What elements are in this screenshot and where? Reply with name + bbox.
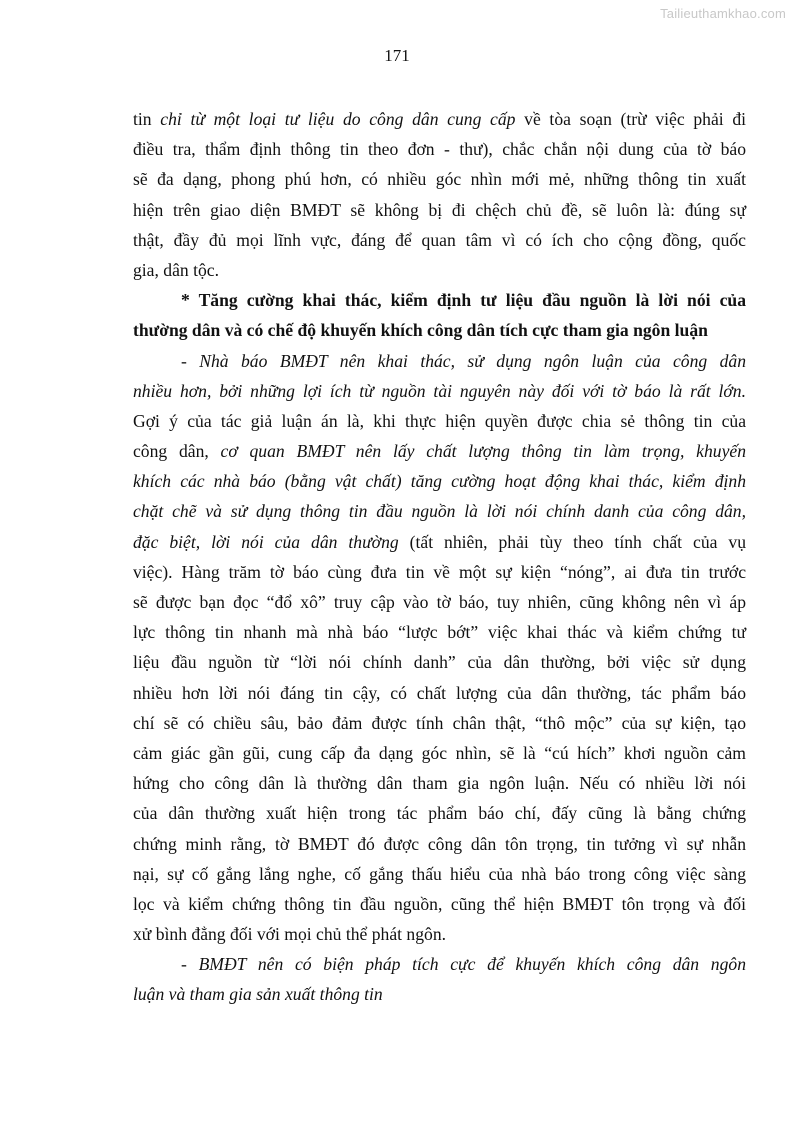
italic-text: chỉ từ một loại tư liệu do công dân cung cấp: [160, 109, 516, 129]
text-segment: chứng minh rằng, tờ BMĐT đó được công dân tôn trọng, tin tưởng vì sự nhẫn: [133, 833, 746, 854]
italic-text: khích các nhà báo (bằng vật chất) tăng cường hoạt động khai thác, kiểm định: [133, 471, 746, 492]
text-segment: hứng cho công dân là thường dân tham gia ngôn luận. Nếu có nhiều lời nói: [133, 773, 746, 794]
text-line: [133, 104, 746, 134]
text-line: [133, 647, 746, 677]
text-segment: điều tra, thẩm định thông tin theo đơn - thư), chắc chắn nội dung của tờ báo: [133, 139, 746, 160]
text-segment: việc). Hàng trăm tờ báo cùng đưa tin về một sự kiện “nóng”, ai đưa tin trước: [133, 561, 746, 582]
text-segment: về tòa soạn (trừ việc phải đi: [515, 109, 747, 129]
text-line: [133, 708, 746, 738]
text-line: [133, 829, 746, 859]
text-segment: (tất nhiên, phải tùy theo tính chất của vụ: [398, 531, 747, 552]
text-line: [133, 496, 746, 526]
text-segment: Gợi ý của tác giả luận án là, khi thực hiện quyền được chia sẻ thông tin của: [133, 410, 746, 431]
text-segment: hiện trên giao diện BMĐT sẽ không bị đi chệch chủ đề, sẽ luôn là: đúng sự: [133, 199, 746, 220]
text-line: [133, 557, 746, 587]
text-segment: gia, dân tộc.: [133, 259, 219, 280]
text-segment: tin: [133, 109, 161, 129]
text-line: [133, 376, 746, 406]
text-line: [133, 406, 746, 436]
section-heading-line: [133, 285, 746, 315]
watermark: Tailieuthamkhao.com: [660, 6, 786, 21]
text-line: [133, 889, 746, 919]
text-line: [133, 134, 746, 164]
text-line: [133, 678, 746, 708]
text-segment: thường dân và có chế độ khuyến khích công dân tích cực tham gia ngôn luận: [133, 320, 708, 341]
italic-text: nhiều hơn, bởi những lợi ích từ nguồn tài nguyên này đối với tờ báo là rất lớn.: [133, 380, 746, 401]
text-segment: xử bình đẳng đối với mọi chủ thể phát ngôn.: [133, 924, 447, 945]
text-line: [133, 859, 746, 889]
text-segment: cảm giác gần gũi, cung cấp đa dạng góc nhìn, sẽ là “cú hích” khơi nguồn cảm: [133, 742, 746, 763]
text-segment: của dân thường xuất hiện trong tác phẩm báo chí, đấy cũng là bằng chứng: [133, 803, 746, 824]
text-segment: liệu đầu nguồn từ “lời nói chính danh” của dân thường, bởi việc sử dụng: [133, 652, 746, 673]
italic-text: cơ quan BMĐT nên lấy chất lượng thông tin làm trọng, khuyến: [220, 441, 746, 462]
page-number: 171: [384, 46, 410, 65]
text-line: [133, 436, 746, 466]
text-segment: sẽ đa dạng, phong phú hơn, có nhiều góc nhìn mới mẻ, những thông tin xuất: [133, 169, 746, 190]
text-segment: nhiều hơn lời nói đáng tin cậy, có chất lượng của dân thường, tác phẩm báo: [133, 682, 746, 703]
text-line: [133, 164, 746, 194]
text-line: [133, 949, 746, 979]
text-line: [133, 738, 746, 768]
text-segment: lực thông tin nhanh mà nhà báo “lược bớt” việc khai thác và kiểm chứng tư: [133, 622, 746, 643]
text-line: [133, 346, 746, 376]
text-segment: chí sẽ có chiều sâu, bảo đảm được tính chân thật, “thô mộc” của sự kiện, tạo: [133, 712, 746, 733]
text-line: [133, 195, 746, 225]
text-line: [133, 798, 746, 828]
text-line: [133, 979, 746, 1009]
text-segment: sẽ được bạn đọc “đổ xô” truy cập vào tờ báo, tuy nhiên, cũng không nên vì áp: [133, 592, 746, 612]
document-body: [133, 104, 746, 1010]
text-segment: thật, đầy đủ mọi lĩnh vực, đáng để quan tâm vì có ích cho cộng đồng, quốc: [133, 229, 746, 250]
text-line: [133, 768, 746, 798]
text-segment: * Tăng cường khai thác, kiểm định tư liệu đầu nguồn là lời nói của: [181, 290, 746, 311]
text-segment: lọc và kiểm chứng thông tin đầu nguồn, cũng thể hiện BMĐT tôn trọng và đối: [133, 893, 746, 914]
text-line: [133, 587, 746, 617]
text-line: [133, 225, 746, 255]
text-line: [133, 919, 746, 949]
italic-text: chặt chẽ và sử dụng thông tin đầu nguồn là lời nói chính danh của công dân,: [133, 501, 746, 522]
italic-text: đặc biệt, lời nói của dân thường: [133, 531, 399, 552]
text-line: [133, 527, 746, 557]
italic-text: - BMĐT nên có biện pháp tích cực để khuyến khích công dân ngôn: [181, 954, 746, 975]
text-segment: nại, sự cố gắng lắng nghe, cố gắng thấu hiểu của nhà báo trong công việc sàng: [133, 863, 746, 884]
italic-text: - Nhà báo BMĐT nên khai thác, sử dụng ngôn luận của công dân: [181, 350, 746, 371]
section-heading-line: [133, 315, 746, 345]
italic-text: luận và tham gia sản xuất thông tin: [133, 984, 383, 1005]
text-segment: công dân,: [133, 441, 221, 462]
text-line: [133, 617, 746, 647]
text-line: [133, 466, 746, 496]
text-line: [133, 255, 746, 285]
